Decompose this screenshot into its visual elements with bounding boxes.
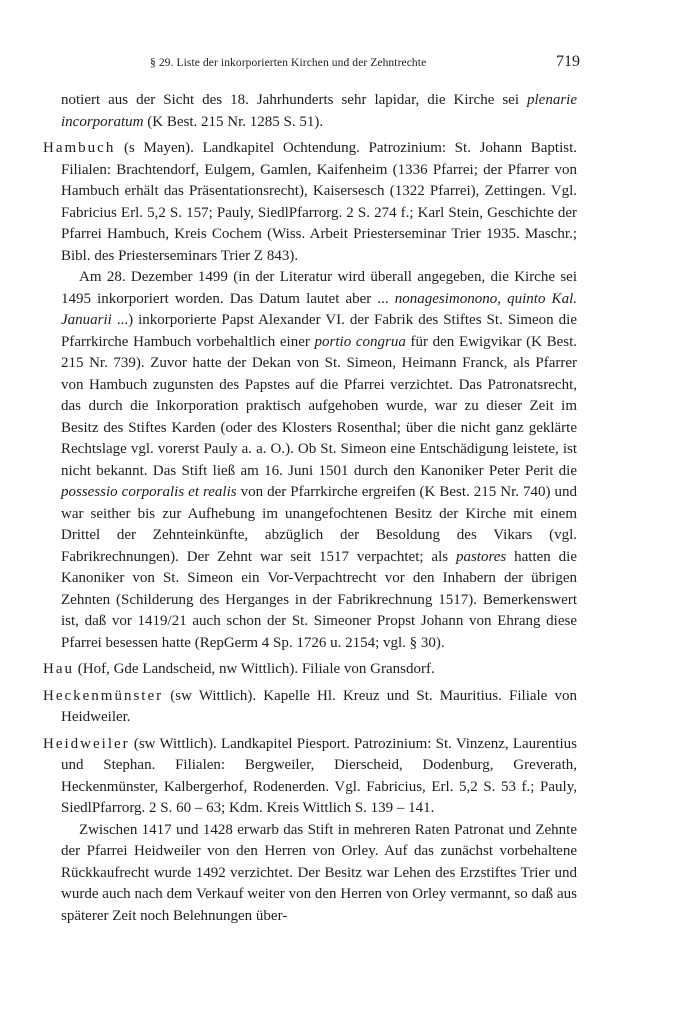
entry-heading: Hau [43, 661, 74, 677]
continuation-paragraph: notiert aus der Sicht des 18. Jahrhunderts sehr lapidar, die Kirche sei plenarie incorporatum (K Best. 215 Nr. 1285 S. 51). [61, 92, 577, 130]
entry-hambuch-paragraph: Am 28. Dezember 1499 (in der Literatur wird überall angegeben, die Kirche sei 1495 inkorporiert worden. Das Datum lautet aber ... nonagesimonono, quinto Kal. Januarii ...) inkorporierte Papst Alexander VI. der Fabrik des Stiftes St. Simeon die Pfarrkirche Hambuch vorbehaltlich einer portio congrua für den Ewigvikar (K Best. 215 Nr. 739). Zuvor hatte der Dekan von St. Simeon, Heimann Franck, als Pfarrer von Hambuch zugunsten des Papstes auf die Pfarrei verzichtet. Das Patronatsrecht, das durch die Inkorporation praktisch aufgehoben wurde, war zu dieser Zeit im Besitz des Stiftes Karden (oder des Klosters Rosenthal; über die nicht ganz geklärte Rechtslage vgl. vorerst Pauly a. a. O.). Ob St. Simeon eine Entschädigung leistete, ist nicht bekannt. Das Stift ließ am 16. Juni 1501 durch den Kanoniker Peter Perit die possessio corporalis et realis von der Pfarrkirche ergreifen (K Best. 215 Nr. 740) und war seither bis zur Aufhebung im unangefochtenen Besitz der Kirche mit einem Drittel der Zehnteinkünfte, abzüglich der Besoldung des Vikars (vgl. Fabrikrechnungen). Der Zehnt war seit 1517 verpachtet; als pastores hatten die Kanoniker von St. Simeon ein Vor-Verpachtrecht vor den Inhabern der übrigen Zehnten (Schilderung des Herganges in der Fabrikrechnung 1517). Bemerkenswert ist, daß vor 1419/21 auch schon der St. Simeoner Propst Johann von Ehrang diese Pfarrei besessen hatte (RepGerm 4 Sp. 1726 u. 2154; vgl. § 30). [61, 269, 577, 651]
entry-heading: Heckenmünster [43, 687, 164, 704]
entry-heckenmuenster: Heckenmünster (sw Wittlich). Kapelle Hl. Kreuz und St. Mauritius. Filiale von Heidweiler. [43, 687, 577, 725]
page-body [43, 90, 577, 927]
entry-heidweiler-paragraph: Zwischen 1417 und 1428 erwarb das Stift in mehreren Raten Patronat und Zehnte der Pfarrei Heidweiler von den Herren von Orley. Auf das zunächst vorbehaltene Rückkaufrecht wurde 1492 verzichtet. Der Besitz war Lehen des Erzstiftes Trier und wurde auch nach dem Verkauf weiter von den Herren von Orley vermannt, so daß aus späterer Zeit noch Belehnungen über- [61, 821, 577, 924]
running-head: § 29. Liste der inkorporierten Kirchen und der Zehntrechte [150, 57, 427, 69]
entry-heading: Heidweiler [43, 735, 130, 752]
entry-hambuch: Hambuch (s Mayen). Landkapitel Ochtendung. Patrozinium: St. Johann Baptist. Filialen: Brachtendorf, Eulgem, Gamlen, Kaifenheim (1336 Pfarrei; der Pfarrer von Hambuch erhält das Präsentationsrecht), Kaisersesch (1322 Pfarrei), Zettingen. Vgl. Fabricius Erl. 5,2 S. 157; Pauly, SiedlPfarrorg. 2 S. 274 f.; Karl Stein, Geschichte der Pfarrei Hambuch, Kreis Cochem (Wiss. Arbeit Priesterseminar Trier 1935. Maschr.; Bibl. des Priesterseminars Trier Z 843). [43, 140, 577, 264]
page-header [60, 55, 580, 75]
entry-heidweiler: Heidweiler (sw Wittlich). Landkapitel Piesport. Patrozinium: St. Vinzenz, Laurentius und Stephan. Filialen: Bergweiler, Dierscheid, Dodenburg, Greverath, Heckenmünster, Kalbergerhof, Rodenerden. Vgl. Fabricius, Erl. 5,2 S. 53 f.; Pauly, SiedlPfarrorg. 2 S. 60 – 63; Kdm. Kreis Wittlich S. 139 – 141. [43, 735, 577, 816]
entry-heading: Hambuch [43, 140, 116, 156]
entry-hau: Hau (Hof, Gde Landscheid, nw Wittlich). Filiale von Gransdorf. [43, 661, 435, 677]
page-number: 719 [556, 53, 580, 70]
